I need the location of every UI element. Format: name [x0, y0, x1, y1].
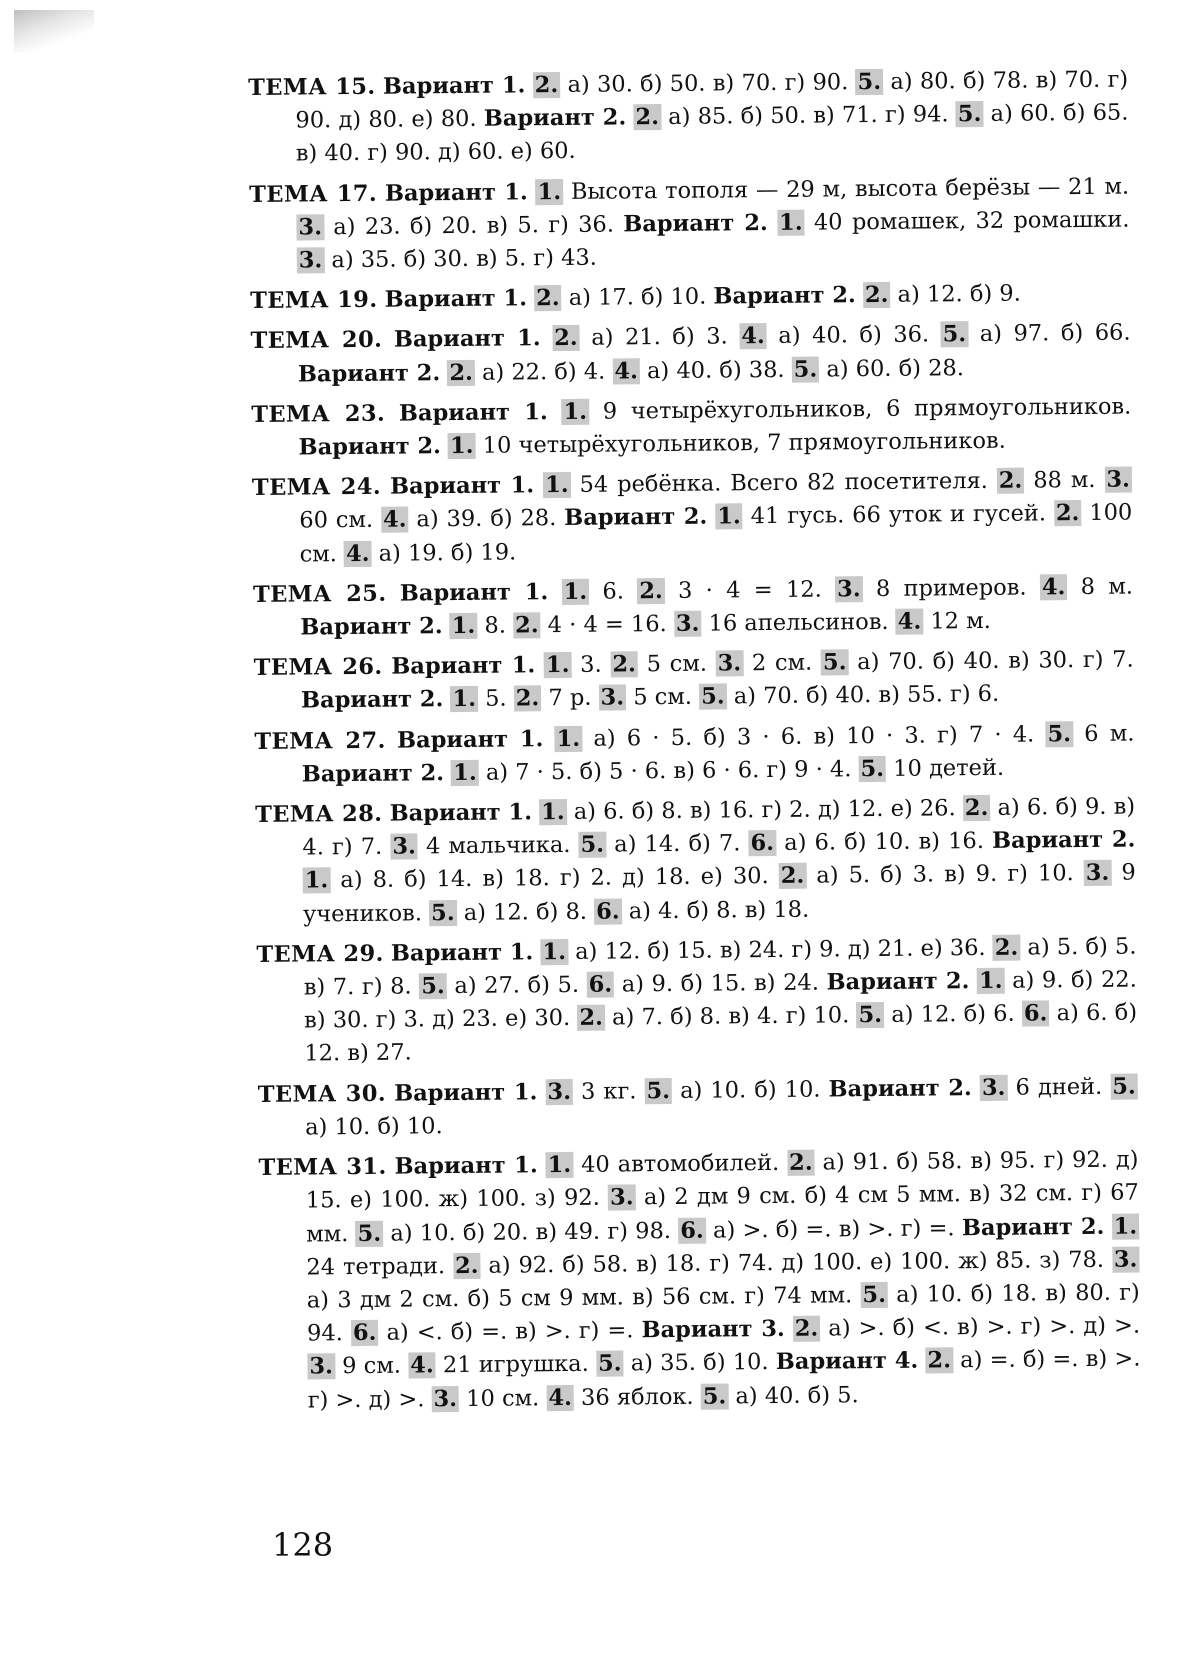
variant-label: Вариант 2.: [297, 359, 441, 388]
task-number: 2.: [998, 467, 1023, 495]
topic-paragraph: [254, 644, 1135, 719]
answer-text: 3 кг.: [572, 1077, 645, 1105]
page-number: 128: [272, 1526, 334, 1564]
task-number: 6.: [750, 830, 775, 857]
answer-text: а) >. б) =. в) >. г) =.: [705, 1214, 963, 1244]
task-number: 1.: [545, 652, 570, 679]
answer-text: 3 · 4 = 12.: [664, 576, 836, 604]
topic-label: ТЕМА 27.: [254, 727, 386, 755]
answer-text: [534, 472, 543, 498]
task-number: 2.: [554, 325, 578, 352]
answer-text: а) 17. б) 10.: [561, 283, 714, 312]
answer-text: [382, 327, 394, 353]
answer-text: 16 апельсинов.: [701, 608, 896, 637]
task-number: 1.: [537, 178, 562, 205]
answer-text: [377, 180, 385, 206]
answer-text: 3.: [571, 651, 611, 679]
task-number: 3.: [298, 214, 323, 241]
task-number: 1.: [978, 967, 1003, 995]
task-number: 4.: [614, 357, 639, 385]
answer-text: а) 27. б) 5.: [446, 971, 587, 1000]
scan-corner-mark: [14, 10, 94, 52]
topic-paragraph: [251, 390, 1132, 465]
task-number: 4.: [382, 506, 407, 534]
topic-label: ТЕМА 31.: [258, 1153, 387, 1182]
variant-label: Вариант 1.: [389, 799, 533, 827]
variant-label: Вариант 1.: [384, 178, 528, 207]
topic-label: ТЕМА 19.: [250, 286, 378, 315]
answer-text: [537, 1079, 545, 1105]
answer-text: 41 гусь. 66 уток и гусей.: [742, 500, 1055, 530]
answer-text: а) 10. б) 10.: [671, 1076, 829, 1104]
variant-label: Вариант 2.: [713, 282, 856, 310]
task-number: 5.: [430, 899, 455, 926]
answer-text: 60 см.: [299, 507, 382, 534]
answer-text: 8.: [477, 612, 514, 639]
task-number: 3.: [675, 610, 700, 637]
answer-text: а) 8. б) 14. в) 18. г) 2. д) 18. е) 30.: [330, 863, 779, 894]
task-number: 5.: [702, 1382, 727, 1410]
answer-text: [385, 400, 399, 426]
task-number: 1.: [1113, 1213, 1138, 1240]
answer-text: 100 см.: [299, 499, 1133, 568]
answer-text: а) 40. б) 5.: [728, 1381, 859, 1409]
answer-text: 5 см.: [637, 650, 716, 678]
task-number: 2.: [515, 685, 540, 712]
variant-label: Вариант 1.: [384, 285, 528, 313]
answer-text: 6 м.: [1072, 720, 1135, 747]
variant-label: Вариант 2.: [826, 968, 970, 996]
variant-label: Вариант 2.: [564, 504, 708, 532]
variant-label: Вариант 1.: [393, 325, 541, 354]
variant-label: Вариант 3.: [641, 1316, 785, 1344]
answer-text: 6.: [589, 578, 638, 605]
answer-text: а) 6. б) 9. в) 4. г) 7.: [302, 793, 1136, 861]
answer-text: а) 97. б) 66.: [968, 319, 1131, 348]
task-number: 5.: [857, 68, 882, 96]
task-number: 4.: [410, 1352, 434, 1379]
answer-text: а) 23. б) 20. в) 5. г) 36.: [323, 211, 624, 241]
answer-text: а) 22. б) 4.: [474, 358, 613, 386]
topic-paragraph: [256, 930, 1137, 1071]
task-number: 2.: [994, 934, 1019, 961]
variant-label: Вариант 2.: [828, 1074, 972, 1103]
task-number: 5.: [421, 973, 445, 1000]
task-number: 5.: [793, 356, 818, 383]
task-number: 1.: [547, 1152, 572, 1179]
variant-label: Вариант 2.: [301, 760, 445, 788]
task-number: 1.: [453, 759, 477, 786]
answer-text: а) =. б) =. в) >. г) >. д) >.: [307, 1345, 1141, 1414]
task-number: 1.: [451, 612, 476, 640]
answer-text: [381, 474, 390, 500]
task-number: 3.: [600, 684, 625, 712]
answer-text: а) 40. б) 38.: [639, 356, 792, 384]
topic-paragraph: [252, 464, 1133, 572]
variant-label: Вариант 1.: [394, 1152, 538, 1180]
topic-label: ТЕМА 29.: [256, 940, 384, 968]
task-number: 2.: [788, 1149, 813, 1176]
answer-text: 5 см.: [625, 684, 700, 711]
answer-text: а) 12. б) 6.: [883, 1000, 1023, 1029]
answer-text: а) 60. б) 65. в) 40. г) 90. д) 60. е) 60.: [295, 99, 1129, 167]
topic-paragraph: [248, 64, 1129, 172]
answer-text: Высота тополя — 29 м, высота берёзы — 21 м.: [562, 173, 1130, 205]
topic-label: ТЕМА 17.: [249, 180, 378, 208]
task-number: 6.: [1023, 1000, 1048, 1027]
task-number: 1.: [556, 725, 581, 752]
variant-label: Вариант 2.: [483, 104, 627, 132]
variant-label: Вариант 2.: [623, 209, 768, 238]
topic-label: ТЕМА 30.: [257, 1080, 387, 1108]
variant-label: Вариант 2.: [961, 1213, 1105, 1241]
answer-text: а) 12. б) 15. в) 24. г) 9. д) 21. е) 36.: [567, 934, 993, 965]
answer-text: [386, 580, 400, 606]
task-number: 5.: [701, 683, 725, 711]
answer-text: а) 70. б) 40. в) 55. г) 6.: [726, 681, 1000, 710]
variant-label: Вариант 2.: [298, 433, 442, 461]
variant-label: Вариант 1.: [391, 652, 536, 680]
task-number: 5.: [957, 101, 982, 128]
answer-text: 36 яблок.: [573, 1383, 701, 1411]
task-number: 2.: [635, 104, 660, 131]
topic-paragraph: [253, 570, 1134, 645]
answer-text: [548, 579, 562, 605]
answer-text: а) <. б) =. в) >. г) =.: [378, 1317, 642, 1346]
answer-text: а) 5. б) 3. в) 9. г) 10.: [806, 860, 1084, 890]
topic-label: ТЕМА 24.: [251, 473, 382, 502]
answer-text: а) 9. б) 22. в) 30. г) 3. д) 23. е) 30.: [303, 966, 1137, 1034]
task-number: 4.: [741, 323, 765, 350]
answer-text: а) 12. б) 8.: [456, 898, 595, 926]
task-number: 2.: [964, 794, 989, 822]
variant-label: Вариант 4.: [775, 1347, 919, 1376]
answer-text: 9 четырёхугольников, 6 прямоугольников.: [588, 393, 1132, 425]
task-number: 2.: [454, 1252, 479, 1279]
answer-text: [525, 72, 533, 98]
answer-text: а) 3 дм 2 см. б) 5 см 9 мм. в) 56 см. г) 74 мм.: [306, 1282, 861, 1314]
answer-text: а) 35. б) 10.: [623, 1349, 776, 1377]
task-number: 3.: [547, 1078, 572, 1105]
answer-text: а) 19. б) 19.: [371, 539, 517, 567]
answer-text: а) 6. б) 10. в) 16.: [775, 828, 993, 857]
answer-text: а) 10. б) 10.: [305, 1113, 443, 1141]
task-number: 1.: [304, 867, 329, 894]
variant-label: Вариант 1.: [390, 939, 534, 967]
answer-text: [543, 726, 554, 752]
task-number: 2.: [449, 359, 474, 386]
task-number: 2.: [514, 612, 539, 639]
answer-text: а) 7. б) 8. в) 4. г) 10.: [604, 1002, 857, 1031]
topic-paragraph: [258, 1070, 1139, 1145]
task-number: 2.: [612, 651, 637, 678]
answer-text: а) 10. б) 18. в) 80. г) 94.: [306, 1279, 1140, 1347]
task-number: 2.: [780, 863, 805, 890]
task-number: 5.: [580, 831, 605, 859]
task-number: 1.: [452, 686, 477, 713]
answer-text: 24 тетради.: [306, 1252, 454, 1281]
answer-text: а) 2 дм 9 см. б) 4 см 5 мм. в) 32 см. г) 67 мм.: [306, 1179, 1139, 1247]
answer-text: а) 12. б) 9.: [890, 280, 1021, 309]
task-number: 5.: [1112, 1073, 1136, 1100]
topic-paragraph: [255, 791, 1136, 932]
variant-label: Вариант 1.: [398, 398, 548, 427]
topic-paragraph: [250, 277, 1130, 319]
answer-text: а) 60. б) 28.: [819, 354, 965, 383]
answer-text: 7 р.: [541, 685, 599, 712]
answer-text: а) >. б) <. в) >. г) >. д) >.: [820, 1312, 1141, 1342]
task-number: 1.: [563, 578, 588, 605]
answer-text: 4 мальчика.: [417, 832, 579, 860]
answer-text: 8 примеров.: [862, 574, 1040, 602]
variant-label: Вариант 1.: [389, 472, 535, 500]
task-number: 5.: [357, 1220, 382, 1247]
task-number: 2.: [534, 72, 559, 99]
answer-text: а) 6. б) 12. в) 27.: [304, 999, 1138, 1067]
answer-text: [386, 727, 397, 753]
variant-label: Вариант 2.: [300, 613, 443, 641]
task-number: 3.: [609, 1184, 634, 1211]
answer-text: а) 92. б) 58. в) 18. г) 74. д) 100. е) 100. ж) 85. з) 78.: [480, 1246, 1113, 1279]
answer-text: а) 9. б) 15. в) 24.: [614, 969, 827, 998]
answer-text: а) 85. б) 50. в) 71. г) 94.: [660, 101, 956, 131]
topic-label: ТЕМА 25.: [252, 580, 387, 608]
task-number: 3.: [717, 650, 742, 677]
task-number: 6.: [595, 898, 620, 925]
task-number: 6.: [588, 971, 613, 998]
task-number: 1.: [541, 799, 565, 826]
task-number: 4.: [897, 608, 922, 635]
task-number: 2.: [794, 1315, 819, 1342]
task-number: 2.: [864, 282, 889, 309]
variant-label: Вариант 2.: [300, 686, 444, 714]
answer-text: [785, 1316, 793, 1342]
answer-text: 54 ребёнка. Всего 82 посетителя.: [570, 468, 997, 499]
topic-paragraph: [254, 717, 1135, 792]
variant-label: Вариант 1.: [399, 578, 549, 607]
task-number: 5.: [862, 1281, 887, 1309]
answer-text: 12 м.: [923, 607, 991, 635]
answer-text: [768, 210, 778, 236]
answer-text: а) 14. б) 7.: [605, 830, 749, 858]
task-number: 5.: [646, 1077, 671, 1104]
answer-text: а) 30. б) 50. в) 70. г) 90.: [560, 69, 856, 99]
answer-text: 10 см.: [458, 1384, 547, 1412]
topic-paragraph: [250, 317, 1131, 392]
task-number: 5.: [822, 649, 847, 676]
topic-label: ТЕМА 26.: [253, 653, 383, 682]
task-number: 3.: [309, 1353, 334, 1380]
answer-text: а) 80. б) 78. в) 70. г) 90. д) 80. е) 80.: [295, 66, 1129, 134]
answer-text: 88 м.: [1024, 467, 1105, 494]
variant-label: Вариант 2.: [991, 826, 1136, 855]
task-number: 1.: [544, 472, 569, 499]
answer-text: [856, 282, 863, 308]
topic-label: ТЕМА 15.: [248, 73, 376, 101]
variant-label: Вариант 1.: [382, 72, 526, 100]
topic-label: ТЕМА 28.: [255, 800, 383, 829]
answer-key: [248, 64, 1141, 1425]
task-number: 5.: [858, 1002, 883, 1029]
task-number: 2.: [579, 1004, 604, 1032]
answer-text: 8 м.: [1067, 573, 1134, 601]
answer-text: [1104, 1213, 1112, 1239]
answer-text: 9 см.: [334, 1352, 409, 1380]
task-number: 3.: [836, 575, 861, 603]
topic-label: ТЕМА 20.: [250, 327, 383, 355]
answer-text: 10 четырёхугольников, 7 прямоугольников.: [475, 427, 1006, 459]
task-number: 3.: [298, 247, 323, 274]
task-number: 6.: [680, 1217, 704, 1244]
answer-text: 21 игрушка.: [435, 1351, 597, 1379]
task-number: 3.: [1106, 466, 1131, 494]
answer-text: а) 7 · 5. б) 5 · 6. в) 6 · 6. г) 9 · 4.: [478, 756, 859, 786]
answer-text: а) 35. б) 30. в) 5. г) 43.: [324, 244, 597, 274]
answer-text: 40 ромашек, 32 ромашки.: [804, 206, 1130, 236]
variant-label: Вариант 1.: [394, 1078, 538, 1107]
variant-label: Вариант 1.: [396, 725, 544, 754]
answer-text: 2 см.: [743, 649, 822, 677]
topic-label: ТЕМА 23.: [251, 400, 386, 428]
task-number: 3.: [1113, 1246, 1138, 1273]
task-number: 3.: [981, 1074, 1006, 1101]
answer-text: [382, 654, 391, 680]
task-number: 5.: [860, 755, 885, 783]
task-number: 1.: [563, 398, 588, 425]
topic-paragraph: [258, 1144, 1141, 1418]
task-number: 1.: [542, 938, 567, 966]
answer-text: [540, 326, 552, 352]
task-number: 2.: [927, 1347, 952, 1374]
answer-text: 4 · 4 = 16.: [540, 610, 675, 639]
task-number: 2.: [639, 577, 663, 605]
task-number: 1.: [717, 503, 741, 530]
task-number: 6.: [352, 1319, 377, 1347]
task-number: 1.: [778, 209, 803, 236]
answer-text: а) 91. б) 58. в) 95. г) 92. д) 15. е) 100. ж) 100. з) 92.: [305, 1146, 1139, 1214]
answer-text: 9 учеников.: [302, 859, 1136, 928]
answer-text: 10 детей.: [885, 754, 1005, 782]
task-number: 1.: [449, 432, 474, 460]
task-number: 5.: [597, 1350, 622, 1378]
answer-text: 40 автомобилей.: [573, 1149, 788, 1179]
answer-text: а) 10. б) 20. в) 49. г) 98.: [382, 1217, 679, 1247]
answer-text: [707, 504, 715, 530]
task-number: 3.: [433, 1385, 458, 1412]
answer-text: а) 70. б) 40. в) 30. г) 7.: [848, 646, 1134, 676]
task-number: 4.: [548, 1384, 573, 1411]
answer-text: а) 4. б) 8. в) 18.: [621, 896, 810, 925]
answer-text: а) 40. б) 36.: [766, 321, 941, 350]
answer-text: [548, 399, 562, 425]
task-number: 3.: [392, 833, 417, 860]
answer-text: 5.: [477, 685, 514, 713]
answer-text: а) 39. б) 28.: [408, 505, 565, 533]
answer-text: 6 дней.: [1007, 1073, 1111, 1101]
topic-paragraph: [249, 170, 1130, 278]
task-number: 5.: [942, 321, 967, 348]
task-number: 2.: [536, 285, 560, 312]
answer-text: а) 6 · 5. б) 3 · 6. в) 10 · 3. г) 7 · 4.: [582, 721, 1046, 752]
task-number: 4.: [1041, 574, 1066, 601]
answer-text: а) 5. б) 5. в) 7. г) 8.: [303, 933, 1137, 1001]
answer-text: а) 21. б) 3.: [579, 323, 740, 352]
answer-text: а) 6. б) 8. в) 16. г) 2. д) 12. е) 26.: [566, 795, 963, 826]
task-number: 4.: [345, 540, 370, 567]
task-number: 5.: [1047, 720, 1072, 748]
task-number: 2.: [1055, 500, 1080, 527]
task-number: 3.: [1085, 860, 1110, 887]
